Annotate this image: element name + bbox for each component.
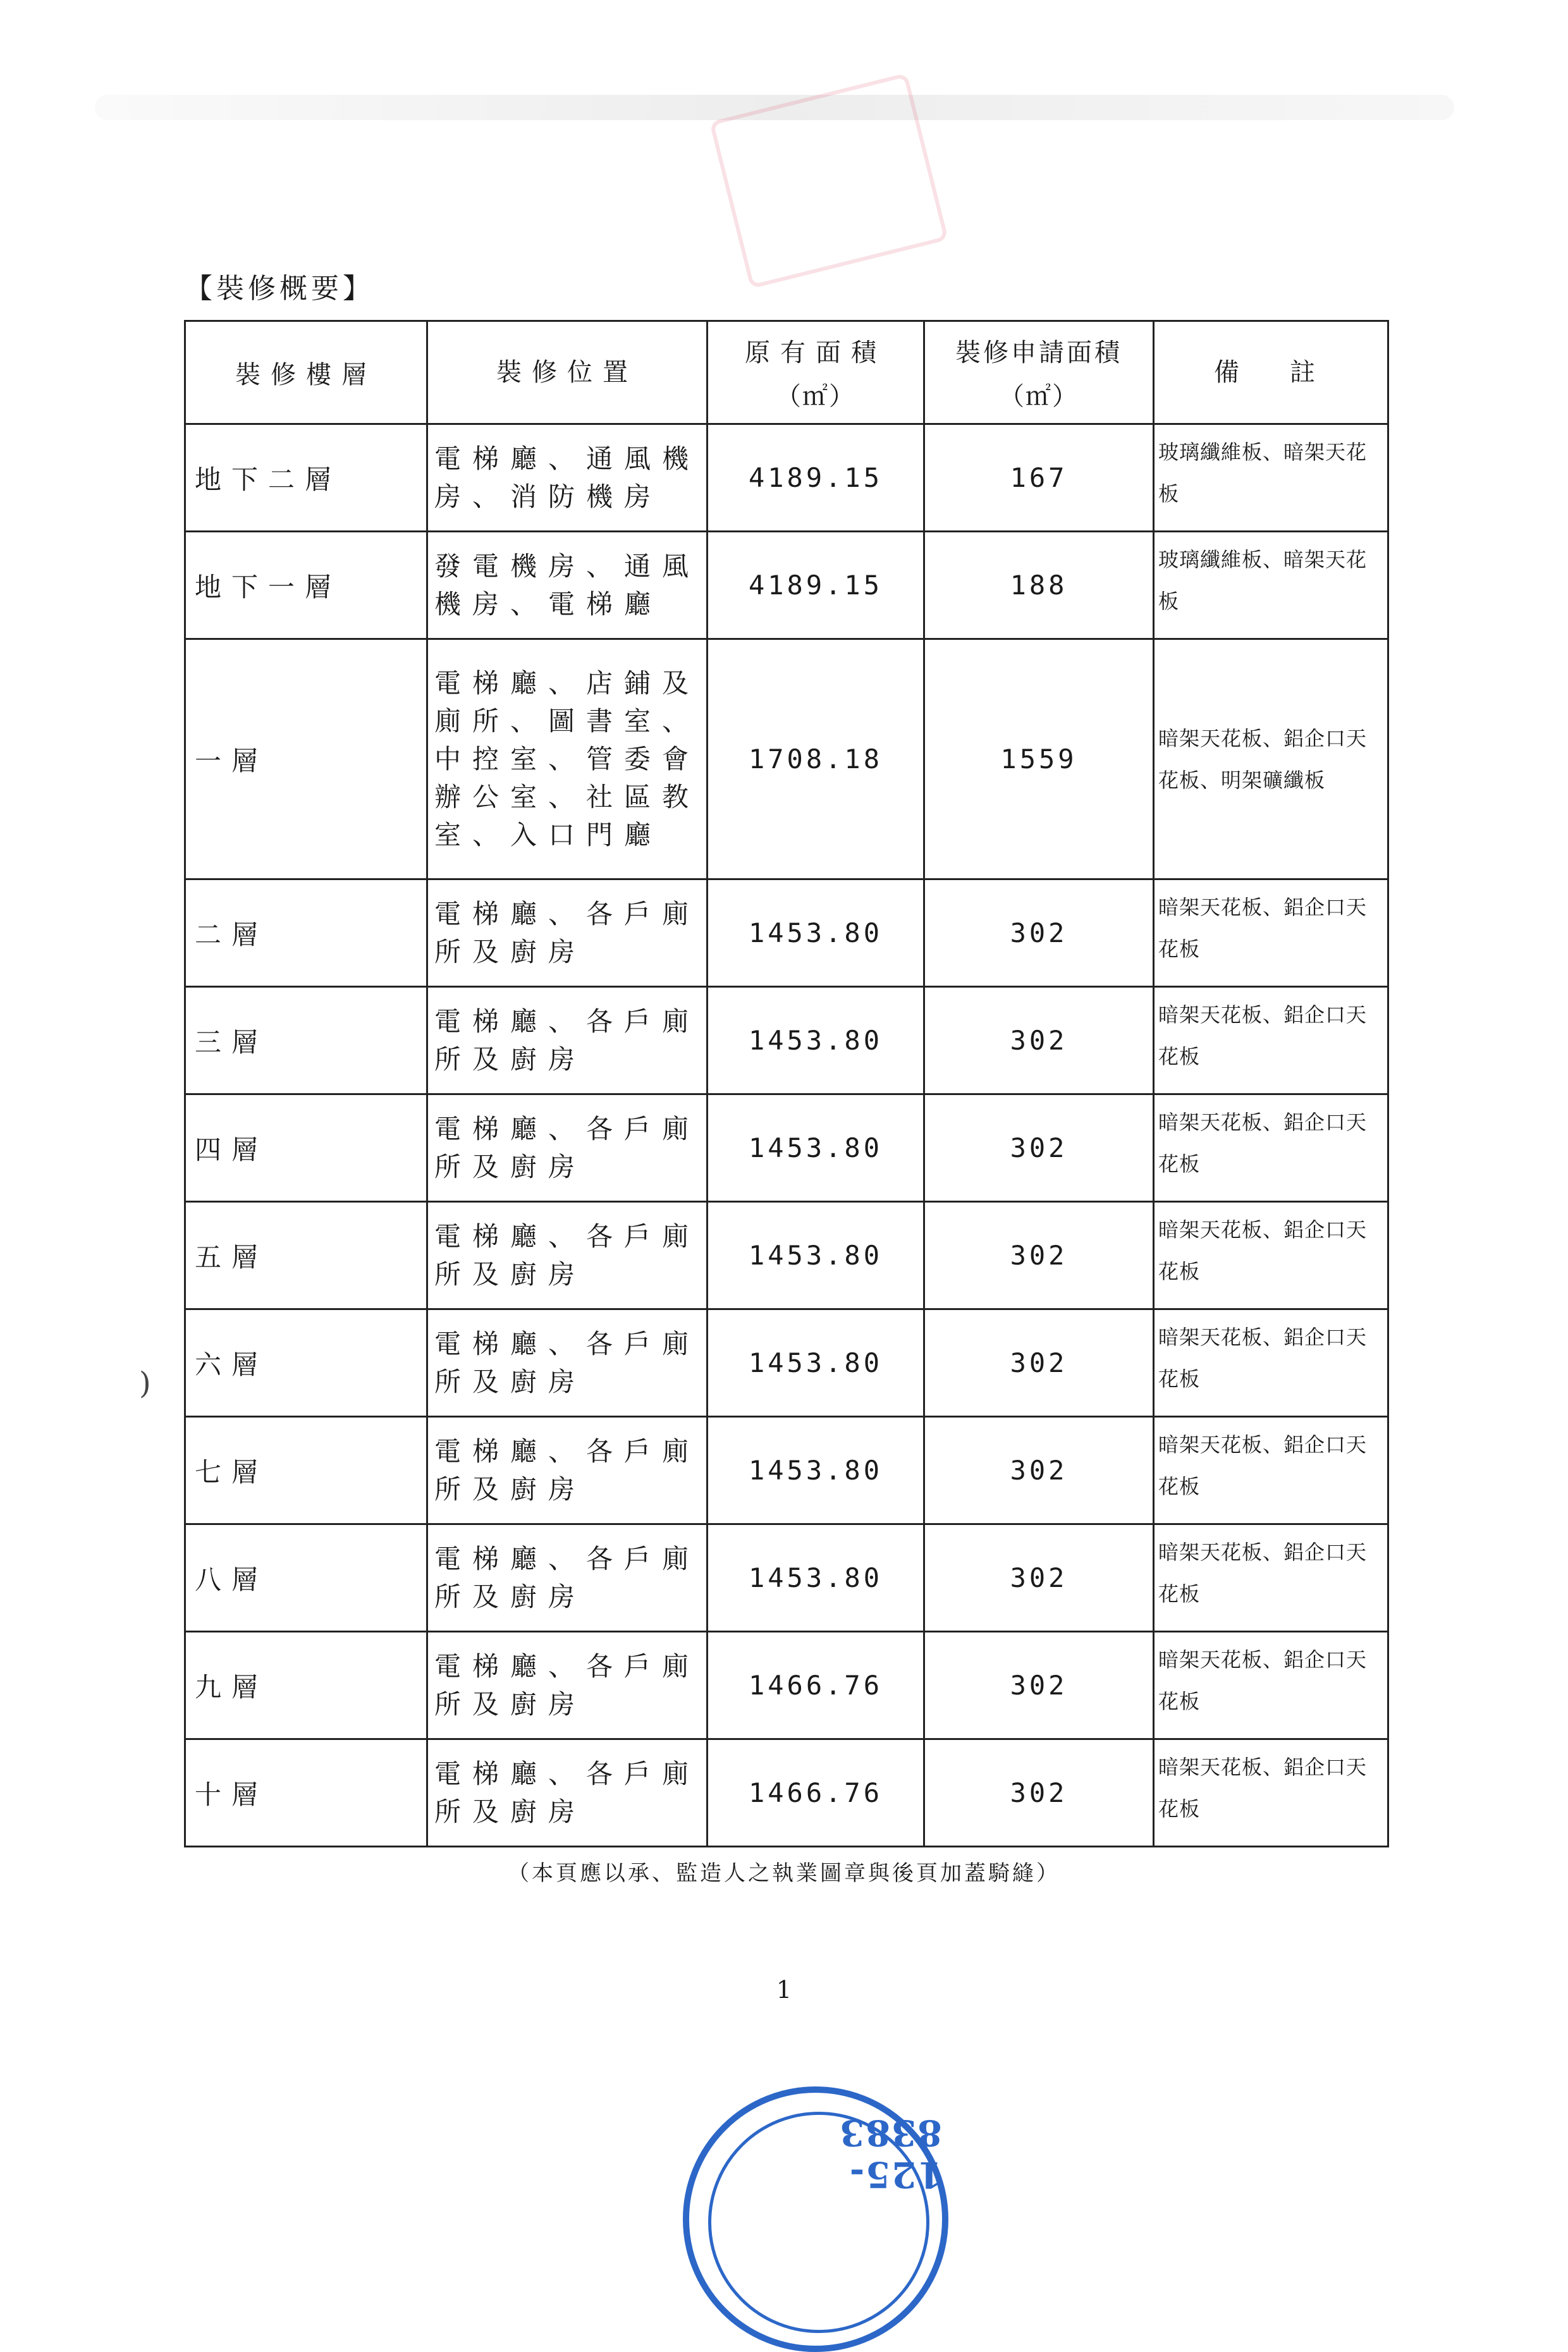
table-row — [185, 1094, 1388, 1202]
cell-floor: 六層 — [185, 1309, 427, 1417]
cell-requested-area: 302 — [924, 1632, 1154, 1739]
cell-note: 暗架天花板、鋁企口天花板 — [1154, 1309, 1388, 1417]
cell-requested-area: 302 — [924, 1202, 1154, 1309]
header-note: 備 註 — [1154, 321, 1388, 424]
cell-requested-area: 302 — [924, 879, 1154, 987]
page-number: 1 — [776, 1976, 792, 2004]
cell-requested-area: 302 — [924, 1309, 1154, 1417]
cell-location: 發電機房、通風機房、電梯廳 — [427, 532, 707, 639]
cell-note: 暗架天花板、鋁企口天花板 — [1154, 1739, 1388, 1847]
cell-requested-area: 302 — [924, 987, 1154, 1094]
cell-requested-area: 167 — [924, 424, 1154, 532]
cell-floor: 地下二層 — [185, 424, 427, 532]
cell-note: 暗架天花板、鋁企口天花板 — [1154, 987, 1388, 1094]
cell-requested-area: 302 — [924, 1739, 1154, 1847]
cell-note: 玻璃纖維板、暗架天花板 — [1154, 532, 1388, 639]
cell-note: 暗架天花板、鋁企口天花板 — [1154, 1417, 1388, 1524]
section-title: 【裝修概要】 — [185, 273, 374, 305]
seal-text: 125-8383 — [838, 2112, 942, 2195]
scan-mark: ) — [139, 1366, 151, 1401]
cell-original-area: 1453.80 — [707, 879, 924, 987]
cell-location: 電梯廳、通風機房、消防機房 — [427, 424, 707, 532]
cell-original-area: 4189.15 — [707, 532, 924, 639]
official-seal — [683, 2086, 948, 2352]
table-header-row — [185, 321, 1388, 424]
cell-original-area: 1466.76 — [707, 1632, 924, 1739]
table-row — [185, 1309, 1388, 1417]
cell-note: 暗架天花板、鋁企口天花板 — [1154, 1524, 1388, 1632]
cell-requested-area: 302 — [924, 1417, 1154, 1524]
cell-original-area: 1453.80 — [707, 987, 924, 1094]
cell-original-area: 1453.80 — [707, 1202, 924, 1309]
cell-floor: 十層 — [185, 1739, 427, 1847]
cell-original-area: 1466.76 — [707, 1739, 924, 1847]
cell-location: 電梯廳、店鋪及廁所、圖書室、中控室、管委會辦公室、社區教室、入口門廳 — [427, 639, 707, 879]
table-row — [185, 879, 1388, 987]
cell-floor: 八層 — [185, 1524, 427, 1632]
cell-floor: 三層 — [185, 987, 427, 1094]
cell-requested-area: 1559 — [924, 639, 1154, 879]
cell-location: 電梯廳、各戶廁所及廚房 — [427, 1632, 707, 1739]
cell-requested-area: 302 — [924, 1524, 1154, 1632]
cell-floor: 地下一層 — [185, 532, 427, 639]
cell-floor: 二層 — [185, 879, 427, 987]
header-requested-area — [924, 321, 1154, 424]
cell-note: 暗架天花板、鋁企口天花板 — [1154, 1632, 1388, 1739]
cell-location: 電梯廳、各戶廁所及廚房 — [427, 1524, 707, 1632]
cell-location: 電梯廳、各戶廁所及廚房 — [427, 1739, 707, 1847]
table-row — [185, 1739, 1388, 1847]
cell-note: 暗架天花板、鋁企口天花板 — [1154, 1094, 1388, 1202]
cell-original-area: 1453.80 — [707, 1524, 924, 1632]
cell-note: 暗架天花板、鋁企口天花板、明架礦纖板 — [1154, 639, 1388, 879]
cell-location: 電梯廳、各戶廁所及廚房 — [427, 1202, 707, 1309]
cell-floor: 四層 — [185, 1094, 427, 1202]
footer-note: （本頁應以承、監造人之執業圖章與後頁加蓋騎縫） — [508, 1861, 1060, 1886]
cell-requested-area: 188 — [924, 532, 1154, 639]
cell-original-area: 1453.80 — [707, 1094, 924, 1202]
cell-floor: 九層 — [185, 1632, 427, 1739]
cell-location: 電梯廳、各戶廁所及廚房 — [427, 1094, 707, 1202]
cell-floor: 七層 — [185, 1417, 427, 1524]
cell-location: 電梯廳、各戶廁所及廚房 — [427, 1309, 707, 1417]
table-row — [185, 1632, 1388, 1739]
table-row — [185, 639, 1388, 879]
table-row — [185, 532, 1388, 639]
table-row — [185, 1524, 1388, 1632]
header-requested-area-label: 裝修申請面積 — [955, 338, 1122, 367]
header-original-area-unit: （㎡） — [776, 382, 855, 411]
cell-original-area: 1708.18 — [707, 639, 924, 879]
cell-note: 暗架天花板、鋁企口天花板 — [1154, 879, 1388, 987]
cell-note: 暗架天花板、鋁企口天花板 — [1154, 1202, 1388, 1309]
header-original-area — [707, 321, 924, 424]
cell-original-area: 1453.80 — [707, 1309, 924, 1417]
header-floor: 裝修樓層 — [185, 321, 427, 424]
cell-note: 玻璃纖維板、暗架天花板 — [1154, 424, 1388, 532]
cell-location: 電梯廳、各戶廁所及廚房 — [427, 987, 707, 1094]
table-row — [185, 424, 1388, 532]
header-location: 裝修位置 — [427, 321, 707, 424]
cell-location: 電梯廳、各戶廁所及廚房 — [427, 1417, 707, 1524]
cell-requested-area: 302 — [924, 1094, 1154, 1202]
cell-original-area: 1453.80 — [707, 1417, 924, 1524]
table-row — [185, 1202, 1388, 1309]
renovation-summary-table — [184, 320, 1389, 1847]
cell-floor: 五層 — [185, 1202, 427, 1309]
cell-location: 電梯廳、各戶廁所及廚房 — [427, 879, 707, 987]
table-row — [185, 1417, 1388, 1524]
cell-floor: 一層 — [185, 639, 427, 879]
cell-original-area: 4189.15 — [707, 424, 924, 532]
header-requested-area-unit: （㎡） — [999, 382, 1079, 411]
header-original-area-label: 原有面積 — [745, 338, 886, 367]
table-row — [185, 987, 1388, 1094]
